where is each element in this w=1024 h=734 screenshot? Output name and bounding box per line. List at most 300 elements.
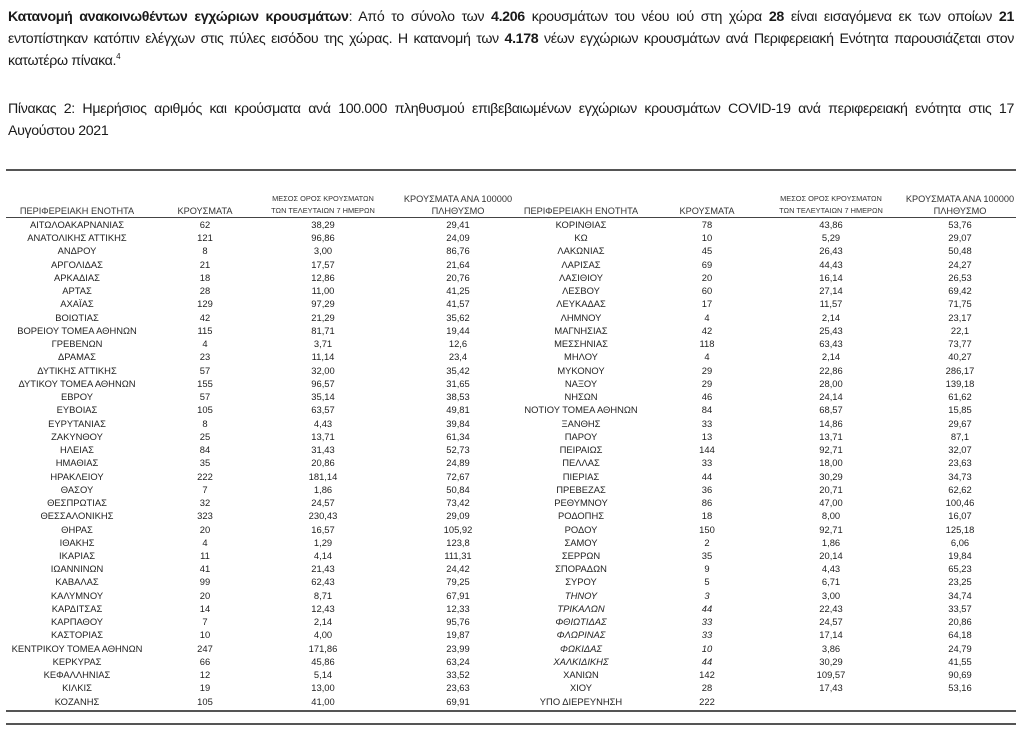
- cell-region: ΑΝΔΡΟΥ: [57, 245, 97, 257]
- cell-region: ΜΑΓΝΗΣΙΑΣ: [554, 324, 608, 336]
- cell-per-100k: 35,62: [446, 311, 470, 323]
- cell-avg-7day: 3,00: [821, 589, 841, 601]
- cell-cases: 28: [701, 682, 713, 694]
- cell-per-100k: 38,53: [446, 391, 470, 403]
- cell-avg-7day: 24,57: [819, 616, 843, 628]
- cell-region: ΑΝΑΤΟΛΙΚΗΣ ΑΤΤΙΚΗΣ: [27, 232, 127, 244]
- cell-avg-7day: 32,00: [311, 364, 335, 376]
- cell-region: ΛΗΜΝΟΥ: [560, 311, 602, 323]
- cell-avg-7day: 12,43: [311, 602, 335, 614]
- cell-avg-7day: 92,71: [819, 523, 843, 535]
- cell-cases: 29: [701, 364, 713, 376]
- cell-per-100k: 29,41: [446, 219, 470, 230]
- cell-region: ΑΙΤΩΛΟΑΚΑΡΝΑΝΙΑΣ: [29, 219, 125, 230]
- cell-per-100k: 69,91: [446, 695, 470, 707]
- cell-region: ΤΡΙΚΑΛΩΝ: [557, 602, 605, 614]
- cell-cases: 57: [199, 364, 211, 376]
- cell-region: ΚΩ: [574, 232, 588, 244]
- header-per-100k: ΚΡΟΥΣΜΑΤΑ ΑΝΑ 100000: [403, 194, 513, 204]
- header-per-100k: ΠΛΗΘΥΣΜΟ: [933, 206, 987, 216]
- cell-avg-7day: 1,86: [821, 536, 841, 548]
- cell-avg-7day: 22,86: [819, 364, 843, 376]
- cell-cases: 20: [199, 589, 211, 601]
- cell-avg-7day: 43,86: [819, 219, 843, 230]
- cell-avg-7day: 230,43: [308, 510, 338, 522]
- cell-cases: 10: [199, 629, 211, 641]
- cell-cases: 129: [197, 298, 213, 310]
- header-avg-7day: ΤΩΝ ΤΕΛΕΥΤΑΙΩΝ 7 ΗΜΕΡΩΝ: [779, 206, 883, 215]
- cell-per-100k: 50,48: [948, 245, 972, 257]
- cell-region: ΚΟΡΙΝΘΙΑΣ: [555, 219, 607, 230]
- header-region: ΠΕΡΙΦΕΡΕΙΑΚΗ ΕΝΟΤΗΤΑ: [19, 206, 135, 216]
- intro-text: εντοπίστηκαν κατόπιν ελέγχων στις πύλες εισόδου της χώρας. Η κατανομή των: [8, 31, 505, 47]
- cell-per-100k: 16,07: [948, 510, 972, 522]
- cell-region: ΛΑΚΩΝΙΑΣ: [557, 245, 605, 257]
- cell-region: ΔΥΤΙΚΗΣ ΑΤΤΙΚΗΣ: [37, 364, 117, 376]
- cell-region: ΜΕΣΣΗΝΙΑΣ: [554, 338, 608, 350]
- cell-avg-7day: 2,14: [821, 311, 841, 323]
- cell-avg-7day: 30,29: [819, 655, 843, 667]
- cell-cases: 99: [199, 576, 211, 588]
- cell-per-100k: 73,42: [446, 497, 470, 509]
- header-per-100k: ΚΡΟΥΣΜΑΤΑ ΑΝΑ 100000: [905, 194, 1015, 204]
- cell-per-100k: 19,44: [446, 324, 470, 336]
- cell-avg-7day: 62,43: [311, 576, 335, 588]
- intro-text: κρουσμάτων του νέου ιού στη χώρα: [524, 9, 769, 25]
- cell-avg-7day: 27,14: [819, 285, 843, 297]
- cell-per-100k: 49,81: [446, 404, 470, 416]
- cell-region: ΜΗΛΟΥ: [564, 351, 598, 363]
- cell-per-100k: 139,18: [945, 377, 975, 389]
- cell-avg-7day: 109,57: [816, 669, 846, 681]
- cell-region: ΥΠΟ ΔΙΕΡΕΥΝΗΣΗ: [539, 695, 623, 707]
- cell-per-100k: 24,42: [446, 563, 470, 575]
- cell-region: ΚΑΡΠΑΘΟΥ: [50, 616, 104, 628]
- cell-avg-7day: 28,00: [819, 377, 843, 389]
- cell-per-100k: 111,31: [444, 550, 472, 561]
- cell-avg-7day: 24,57: [311, 497, 335, 509]
- cell-per-100k: 90,69: [948, 669, 972, 681]
- cell-cases: 18: [701, 510, 713, 522]
- cell-region: ΜΥΚΟΝΟΥ: [557, 364, 605, 376]
- cell-cases: 86: [701, 497, 713, 509]
- cell-cases: 25: [199, 430, 211, 442]
- cell-region: ΖΑΚΥΝΘΟΥ: [51, 430, 103, 442]
- cell-cases: 4: [704, 311, 710, 323]
- cell-region: ΑΡΓΟΛΙΔΑΣ: [51, 258, 103, 270]
- cell-per-100k: 23,4: [448, 351, 468, 363]
- cell-per-100k: 31,65: [446, 377, 470, 389]
- cell-per-100k: 63,24: [446, 655, 470, 667]
- cell-region: ΛΕΣΒΟΥ: [562, 285, 600, 297]
- cell-per-100k: 19,84: [948, 550, 972, 561]
- cell-avg-7day: 92,71: [819, 444, 843, 456]
- cell-avg-7day: 96,86: [311, 232, 335, 244]
- cell-cases: 142: [699, 669, 715, 681]
- cell-region: ΓΡΕΒΕΝΩΝ: [51, 338, 103, 350]
- cell-cases: 35: [199, 457, 211, 469]
- cell-per-100k: 24,79: [948, 642, 972, 654]
- cell-cases: 19: [199, 682, 211, 694]
- cell-cases: 13: [701, 430, 713, 442]
- cell-region: ΠΕΛΛΑΣ: [562, 457, 600, 469]
- cell-cases: 78: [701, 219, 713, 230]
- cell-region: ΘΑΣΟΥ: [60, 483, 94, 495]
- cell-cases: 10: [701, 232, 713, 244]
- cell-avg-7day: 20,86: [311, 457, 335, 469]
- cell-cases: 44: [701, 655, 713, 667]
- cell-avg-7day: 5,14: [313, 669, 333, 681]
- cell-cases: 4: [704, 351, 710, 363]
- cell-cases: 4: [202, 536, 208, 548]
- cell-avg-7day: 13,71: [819, 430, 843, 442]
- cell-avg-7day: 4,43: [821, 563, 841, 575]
- cell-per-100k: 34,73: [948, 470, 972, 482]
- cell-per-100k: 100,46: [945, 497, 975, 509]
- cell-region: ΝΗΣΩΝ: [564, 391, 598, 403]
- cell-cases: 5: [704, 576, 710, 588]
- cell-avg-7day: 14,86: [819, 417, 843, 429]
- cell-avg-7day: 13,00: [311, 682, 335, 694]
- table-bottom-rule: [6, 710, 1016, 712]
- cell-avg-7day: 3,71: [313, 338, 333, 350]
- intro-text: : Από το σύνολο των: [348, 9, 492, 25]
- cell-region: ΒΟΙΩΤΙΑΣ: [55, 311, 99, 323]
- cell-per-100k: 65,23: [948, 563, 972, 575]
- cell-per-100k: 22,1: [950, 324, 970, 336]
- cell-per-100k: 95,76: [446, 616, 470, 628]
- cell-avg-7day: 2,14: [313, 616, 333, 628]
- cell-region: ΗΜΑΘΙΑΣ: [55, 457, 99, 469]
- cell-per-100k: 79,25: [446, 576, 470, 588]
- cell-region: ΕΒΡΟΥ: [60, 391, 93, 403]
- cell-region: ΘΕΣΠΡΩΤΙΑΣ: [47, 497, 107, 509]
- header-avg-7day: ΜΕΣΟΣ ΟΡΟΣ ΚΡΟΥΣΜΑΤΩΝ: [780, 194, 882, 203]
- cell-per-100k: 69,42: [948, 285, 972, 297]
- cell-cases: 18: [199, 271, 211, 283]
- cell-cases: 17: [701, 298, 713, 310]
- cell-region: ΗΡΑΚΛΕΙΟΥ: [50, 470, 104, 482]
- cell-cases: 35: [701, 550, 713, 561]
- cell-avg-7day: 20,14: [819, 550, 843, 561]
- cell-region: ΛΑΣΙΘΙΟΥ: [558, 271, 604, 283]
- cell-per-100k: 87,1: [950, 430, 970, 442]
- cell-avg-7day: 18,00: [819, 457, 843, 469]
- cell-avg-7day: 11,00: [311, 285, 335, 297]
- cell-region: ΞΑΝΘΗΣ: [561, 417, 601, 429]
- cell-cases: 9: [704, 563, 710, 575]
- cell-cases: 29: [701, 377, 713, 389]
- cell-avg-7day: 5,29: [821, 232, 841, 244]
- cell-cases: 42: [199, 311, 211, 323]
- cell-avg-7day: 45,86: [311, 655, 335, 667]
- cell-cases: 10: [701, 642, 713, 654]
- cell-avg-7day: 16,14: [819, 271, 843, 283]
- cell-region: ΦΘΙΩΤΙΔΑΣ: [555, 616, 607, 628]
- header-avg-7day: ΤΩΝ ΤΕΛΕΥΤΑΙΩΝ 7 ΗΜΕΡΩΝ: [271, 206, 375, 215]
- cell-cases: 8: [202, 417, 208, 429]
- cell-avg-7day: 3,00: [313, 245, 333, 257]
- cell-cases: 144: [699, 444, 715, 456]
- cell-region: ΡΕΘΥΜΝΟΥ: [554, 497, 608, 509]
- cell-cases: 66: [199, 655, 211, 667]
- cell-cases: 57: [199, 391, 211, 403]
- cell-cases: 44: [701, 470, 713, 482]
- cell-avg-7day: 81,71: [311, 324, 335, 336]
- table-end-rule: [6, 723, 1016, 725]
- cell-cases: 84: [199, 444, 211, 456]
- cell-cases: 21: [199, 258, 211, 270]
- cell-region: ΙΚΑΡΙΑΣ: [58, 550, 96, 561]
- cell-region: ΚΑΛΥΜΝΟΥ: [50, 589, 104, 601]
- cell-per-100k: 53,16: [948, 682, 972, 694]
- header-region: ΠΕΡΙΦΕΡΕΙΑΚΗ ΕΝΟΤΗΤΑ: [523, 206, 639, 216]
- cell-cases: 7: [202, 616, 208, 628]
- cell-cases: 28: [199, 285, 211, 297]
- cell-cases: 150: [699, 523, 715, 535]
- cell-cases: 14: [199, 602, 211, 614]
- header-underline-left: [6, 217, 516, 218]
- cell-avg-7day: 12,86: [311, 271, 335, 283]
- cell-avg-7day: 1,29: [313, 536, 333, 548]
- cell-avg-7day: 35,14: [311, 391, 335, 403]
- cell-cases: 69: [701, 258, 713, 270]
- cell-per-100k: 23,63: [446, 682, 470, 694]
- cell-avg-7day: 6,71: [821, 576, 841, 588]
- cell-avg-7day: 3,86: [821, 642, 841, 654]
- cell-region: ΗΛΕΙΑΣ: [60, 444, 94, 456]
- cell-per-100k: 41,57: [446, 298, 470, 310]
- cell-region: ΡΟΔΟΥ: [564, 523, 598, 535]
- cell-avg-7day: 4,00: [313, 629, 333, 641]
- cell-avg-7day: 11,14: [311, 351, 335, 363]
- cell-region: ΠΙΕΡΙΑΣ: [562, 470, 600, 482]
- cell-avg-7day: 8,00: [821, 510, 841, 522]
- cell-per-100k: 32,07: [948, 444, 972, 456]
- cell-avg-7day: 16,57: [311, 523, 335, 535]
- cell-region: ΚΕΦΑΛΛΗΝΙΑΣ: [43, 669, 111, 681]
- cell-per-100k: 29,07: [948, 232, 972, 244]
- cell-per-100k: 23,25: [948, 576, 972, 588]
- cell-per-100k: 23,17: [948, 311, 972, 323]
- cell-region: ΛΕΥΚΑΔΑΣ: [556, 298, 606, 310]
- cell-region: ΚΑΒΑΛΑΣ: [55, 576, 99, 588]
- cell-cases: 42: [701, 324, 713, 336]
- intro-text: νέων εγχώριων κρουσμάτων ανά Περιφερειακή Ενότητα παρουσιάζεται στον κατωτέρω πίνακα.: [8, 31, 1014, 69]
- cell-per-100k: 29,67: [948, 417, 972, 429]
- cell-avg-7day: 26,43: [819, 245, 843, 257]
- cell-avg-7day: 30,29: [819, 470, 843, 482]
- cell-per-100k: 286,17: [945, 364, 975, 376]
- cell-region: ΡΟΔΟΠΗΣ: [557, 510, 605, 522]
- cell-avg-7day: 17,43: [819, 682, 843, 694]
- cell-per-100k: 123,8: [446, 536, 470, 548]
- cell-avg-7day: 97,29: [311, 298, 335, 310]
- cell-cases: 323: [197, 510, 213, 522]
- cell-avg-7day: 38,29: [311, 219, 335, 230]
- cell-region: ΚΟΖΑΝΗΣ: [54, 695, 100, 707]
- cell-per-100k: 23,99: [446, 642, 470, 654]
- cell-cases: 4: [202, 338, 208, 350]
- cell-region: ΚΑΣΤΟΡΙΑΣ: [50, 629, 104, 641]
- cell-per-100k: 53,76: [948, 219, 972, 230]
- cell-cases: 115: [197, 324, 213, 336]
- cell-region: ΦΩΚΙΔΑΣ: [560, 642, 602, 654]
- cell-cases: 32: [199, 497, 211, 509]
- cell-region: ΧΑΛΚΙΔΙΚΗΣ: [553, 655, 609, 667]
- cell-cases: 247: [197, 642, 213, 654]
- cell-region: ΘΕΣΣΑΛΟΝΙΚΗΣ: [40, 510, 114, 522]
- cell-per-100k: 64,18: [948, 629, 972, 641]
- header-per-100k: ΠΛΗΘΥΣΜΟ: [431, 206, 485, 216]
- cell-per-100k: 105,92: [443, 523, 473, 535]
- cell-avg-7day: 63,43: [819, 338, 843, 350]
- cell-avg-7day: 181,14: [308, 470, 338, 482]
- cell-avg-7day: 63,57: [311, 404, 335, 416]
- cell-region: ΣΑΜΟΥ: [564, 536, 598, 548]
- cell-per-100k: 23,63: [948, 457, 972, 469]
- cell-per-100k: 6,06: [950, 536, 970, 548]
- cell-avg-7day: 21,29: [311, 311, 335, 323]
- cell-cases: 121: [197, 232, 213, 244]
- cell-cases: 7: [202, 483, 208, 495]
- cell-cases: 3: [704, 589, 710, 601]
- cell-avg-7day: 11,57: [819, 298, 843, 310]
- cell-avg-7day: 25,43: [819, 324, 843, 336]
- cell-per-100k: 15,85: [948, 404, 972, 416]
- cell-per-100k: 50,84: [446, 483, 470, 495]
- cell-avg-7day: 1,86: [313, 483, 333, 495]
- cell-cases: 41: [199, 563, 211, 575]
- cell-per-100k: 62,62: [948, 483, 972, 495]
- cell-cases: 20: [701, 271, 713, 283]
- cell-cases: 20: [199, 523, 211, 535]
- cell-per-100k: 24,27: [948, 258, 972, 270]
- gate-cases: 21: [998, 9, 1014, 25]
- cell-per-100k: 61,62: [948, 391, 972, 403]
- cell-cases: 222: [699, 695, 715, 707]
- cell-region: ΝΑΞΟΥ: [564, 377, 598, 389]
- cell-region: ΧΑΝΙΩΝ: [563, 669, 599, 681]
- cell-per-100k: 67,91: [446, 589, 470, 601]
- cell-per-100k: 41,55: [948, 655, 972, 667]
- total-cases: 4.206: [491, 9, 525, 25]
- cell-per-100k: 24,89: [446, 457, 470, 469]
- cell-avg-7day: 4,43: [313, 417, 333, 429]
- cell-region: ΕΥΡΥΤΑΝΙΑΣ: [48, 417, 106, 429]
- header-cases: ΚΡΟΥΣΜΑΤΑ: [177, 206, 233, 216]
- imported-cases: 28: [768, 9, 784, 25]
- cell-avg-7day: 21,43: [311, 563, 335, 575]
- cell-region: ΝΟΤΙΟΥ ΤΟΜΕΑ ΑΘΗΝΩΝ: [524, 404, 638, 416]
- cell-region: ΛΑΡΙΣΑΣ: [561, 258, 601, 270]
- cell-cases: 155: [197, 377, 213, 389]
- cell-region: ΚΕΝΤΡΙΚΟΥ ΤΟΜΕΑ ΑΘΗΝΩΝ: [11, 642, 143, 654]
- intro-title: Κατανομή ανακοινωθέντων εγχώριων κρουσμάτων: [8, 9, 349, 25]
- cell-cases: 45: [701, 245, 713, 257]
- cell-cases: 118: [699, 338, 715, 350]
- cell-avg-7day: 68,57: [819, 404, 843, 416]
- cell-per-100k: 12,33: [446, 602, 470, 614]
- cell-per-100k: 12,6: [448, 338, 468, 350]
- cell-avg-7day: 41,00: [311, 695, 335, 707]
- cell-avg-7day: 171,86: [308, 642, 338, 654]
- cell-avg-7day: 24,14: [819, 391, 843, 403]
- footnote-marker[interactable]: 4: [116, 52, 121, 61]
- cell-per-100k: 33,52: [446, 669, 470, 681]
- cell-per-100k: 20,76: [446, 271, 470, 283]
- cell-cases: 105: [197, 404, 213, 416]
- cell-per-100k: 73,77: [948, 338, 972, 350]
- cell-per-100k: 26,53: [948, 271, 972, 283]
- table-caption: Πίνακας 2: Ημερήσιος αριθμός και κρούσματα ανά 100.000 πληθυσμού επιβεβαιωμένων εγχώριων κρουσμάτων COVID-19 ανά περιφερειακή ενότητα στις 17 Αυγούστου 2021: [8, 101, 1014, 139]
- cell-avg-7day: 4,14: [313, 550, 333, 561]
- cell-avg-7day: 17,14: [819, 629, 843, 641]
- cell-region: ΠΡΕΒΕΖΑΣ: [556, 483, 606, 495]
- cell-avg-7day: 22,43: [819, 602, 843, 614]
- cell-cases: 2: [704, 536, 710, 548]
- cell-region: ΔΥΤΙΚΟΥ ΤΟΜΕΑ ΑΘΗΝΩΝ: [18, 377, 136, 389]
- cell-region: ΠΕΙΡΑΙΩΣ: [559, 444, 603, 456]
- cell-per-100k: 39,84: [446, 417, 470, 429]
- cell-per-100k: 29,09: [446, 510, 470, 522]
- cell-cases: 8: [202, 245, 208, 257]
- cell-avg-7day: 8,71: [313, 589, 333, 601]
- intro-text: είναι εισαγόμενα εκ των οποίων: [783, 9, 999, 25]
- cell-per-100k: 20,86: [948, 616, 972, 628]
- cell-per-100k: 21,64: [446, 258, 470, 270]
- cell-cases: 222: [197, 470, 213, 482]
- cell-region: ΑΡΚΑΔΙΑΣ: [54, 271, 100, 283]
- cell-region: ΚΑΡΔΙΤΣΑΣ: [51, 602, 103, 614]
- cell-per-100k: 61,34: [446, 430, 470, 442]
- cell-cases: 46: [701, 391, 713, 403]
- local-cases: 4.178: [504, 31, 539, 47]
- cell-avg-7day: 96,57: [311, 377, 335, 389]
- cell-region: ΦΛΩΡΙΝΑΣ: [556, 629, 606, 641]
- cell-region: ΤΗΝΟΥ: [564, 589, 598, 601]
- cell-region: ΣΠΟΡΑΔΩΝ: [555, 563, 607, 575]
- cell-cases: 84: [701, 404, 713, 416]
- cell-cases: 33: [701, 629, 713, 641]
- cell-avg-7day: 20,71: [819, 483, 843, 495]
- cell-avg-7day: 31,43: [311, 444, 335, 456]
- cell-per-100k: 33,57: [948, 602, 972, 614]
- cell-cases: 12: [199, 669, 211, 681]
- cell-avg-7day: 17,57: [311, 258, 335, 270]
- cell-per-100k: 34,74: [948, 589, 972, 601]
- cell-per-100k: 72,67: [446, 470, 470, 482]
- header-avg-7day: ΜΕΣΟΣ ΟΡΟΣ ΚΡΟΥΣΜΑΤΩΝ: [272, 194, 374, 203]
- cell-per-100k: 52,73: [446, 444, 470, 456]
- cell-avg-7day: 47,00: [819, 497, 843, 509]
- cell-per-100k: 71,75: [948, 298, 972, 310]
- cell-cases: 11: [200, 550, 210, 561]
- cell-per-100k: 86,76: [446, 245, 470, 257]
- cell-cases: 44: [701, 602, 713, 614]
- cell-cases: 36: [701, 483, 713, 495]
- cell-region: ΚΙΛΚΙΣ: [62, 682, 92, 694]
- cell-region: ΑΧΑΪΑΣ: [60, 298, 94, 310]
- header-underline-right: [516, 217, 1016, 218]
- header-cases: ΚΡΟΥΣΜΑΤΑ: [679, 206, 735, 216]
- cell-per-100k: 19,87: [446, 629, 470, 641]
- cell-cases: 33: [701, 417, 713, 429]
- cell-region: ΒΟΡΕΙΟΥ ΤΟΜΕΑ ΑΘΗΝΩΝ: [17, 324, 137, 336]
- cell-region: ΣΕΡΡΩΝ: [561, 550, 601, 561]
- cell-per-100k: 24,09: [446, 232, 470, 244]
- cell-cases: 33: [701, 457, 713, 469]
